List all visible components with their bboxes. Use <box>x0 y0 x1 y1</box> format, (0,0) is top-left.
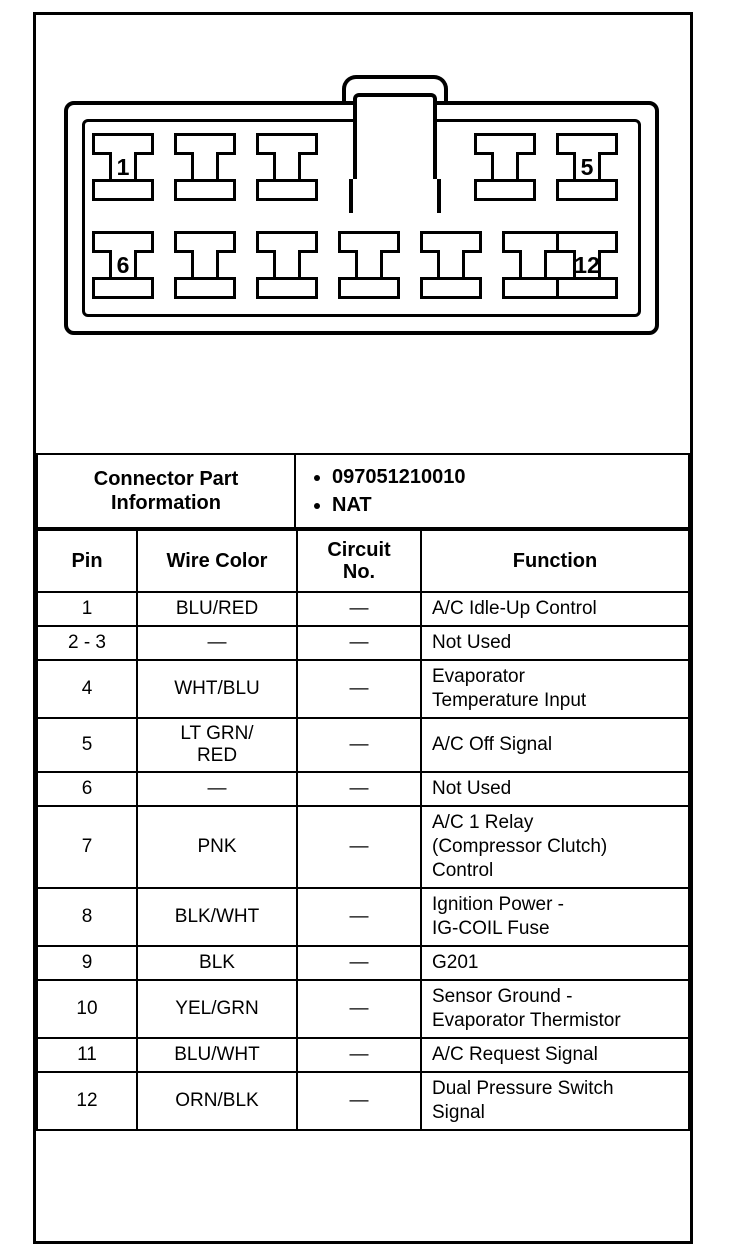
cell-circuit-no: — <box>297 718 421 772</box>
cavity-bottom-bar <box>420 277 482 299</box>
pin-number-5: 5 <box>580 154 594 180</box>
cell-circuit-no: — <box>297 980 421 1038</box>
cell-wire-color: BLK <box>137 946 297 980</box>
column-header-function: Function <box>421 530 689 592</box>
cell-circuit-no: — <box>297 1072 421 1130</box>
cell-pin: 5 <box>37 718 137 772</box>
cell-wire-color: BLU/RED <box>137 592 297 626</box>
cell-pin: 2 - 3 <box>37 626 137 660</box>
cell-pin: 8 <box>37 888 137 946</box>
cell-function: Not Used <box>421 772 689 806</box>
cell-circuit-no: — <box>297 660 421 718</box>
cell-function: Not Used <box>421 626 689 660</box>
cell-circuit-no: — <box>297 626 421 660</box>
cell-pin: 12 <box>37 1072 137 1130</box>
column-header-circuit-no-line1: Circuit <box>327 539 391 561</box>
connector-part-number: • 097051210010 <box>332 463 670 491</box>
cavity-stem <box>273 250 301 280</box>
cell-circuit-no: — <box>297 946 421 980</box>
cell-wire-color: — <box>137 772 297 806</box>
pinout-table <box>36 529 690 1131</box>
table-row <box>37 888 689 946</box>
cell-circuit-no: — <box>297 1038 421 1072</box>
connector-part-information-line2: Information <box>111 492 221 514</box>
connector-part-information-line1: Connector Part <box>93 468 239 490</box>
cavity-stem <box>519 250 547 280</box>
cavity-stem <box>355 250 383 280</box>
pin-number-6: 6 <box>116 252 130 278</box>
cell-wire-color: YEL/GRN <box>137 980 297 1038</box>
cavity-bottom-bar <box>256 179 318 201</box>
cell-circuit-no: — <box>297 592 421 626</box>
cell-function: Ignition Power - IG-COIL Fuse <box>421 888 689 946</box>
cell-pin: 7 <box>37 806 137 888</box>
cavity-pin-10 <box>420 231 482 299</box>
cavity-bottom-bar <box>174 277 236 299</box>
cell-function: A/C Idle-Up Control <box>421 592 689 626</box>
pinout-table-header-row <box>37 530 689 592</box>
cavity-bottom-bar <box>174 179 236 201</box>
cavity-bottom-bar <box>502 277 564 299</box>
table-row <box>37 718 689 772</box>
table-row <box>37 980 689 1038</box>
cavity-bottom-bar <box>92 277 154 299</box>
cell-wire-color: BLU/WHT <box>137 1038 297 1072</box>
cavity-bottom-bar <box>256 277 318 299</box>
connector-diagram <box>36 15 690 453</box>
table-row <box>37 1038 689 1072</box>
cavity-pin-6 <box>92 231 154 299</box>
cell-function: G201 <box>421 946 689 980</box>
cavity-stem <box>437 250 465 280</box>
cavity-pin-11 <box>502 231 564 299</box>
connector-body <box>64 75 659 335</box>
cell-circuit-no: — <box>297 806 421 888</box>
cavity-pin-5 <box>556 133 618 201</box>
pinout-table-body <box>37 592 689 1130</box>
table-row <box>37 1072 689 1130</box>
cell-wire-color: PNK <box>137 806 297 888</box>
connector-latch-opening <box>349 179 441 213</box>
cavity-pin-2 <box>174 133 236 201</box>
cell-wire-color: — <box>137 626 297 660</box>
cavity-pin-4 <box>474 133 536 201</box>
cell-pin: 1 <box>37 592 137 626</box>
column-header-pin: Pin <box>37 530 137 592</box>
cell-pin: 9 <box>37 946 137 980</box>
cavity-pin-7 <box>174 231 236 299</box>
cell-circuit-no: — <box>297 772 421 806</box>
cell-function: A/C Off Signal <box>421 718 689 772</box>
column-header-wire-color: Wire Color <box>137 530 297 592</box>
cell-pin: 6 <box>37 772 137 806</box>
cavity-bottom-bar <box>556 179 618 201</box>
cavity-stem <box>491 152 519 182</box>
cavity-bottom-bar <box>556 277 618 299</box>
cavity-pin-12 <box>556 231 618 299</box>
cell-wire-color: WHT/BLU <box>137 660 297 718</box>
table-row <box>37 806 689 888</box>
cell-wire-color: ORN/BLK <box>137 1072 297 1130</box>
connector-pinout-page <box>33 12 693 1244</box>
connector-part-code: • NAT <box>332 491 670 519</box>
cell-wire-color: BLK/WHT <box>137 888 297 946</box>
cavity-bottom-bar <box>338 277 400 299</box>
cell-function: Evaporator Temperature Input <box>421 660 689 718</box>
cavity-pin-3 <box>256 133 318 201</box>
connector-info-table <box>36 453 690 529</box>
pin-number-12: 12 <box>574 252 600 278</box>
cell-pin: 10 <box>37 980 137 1038</box>
cavity-pin-9 <box>338 231 400 299</box>
connector-part-information-values <box>295 454 689 528</box>
cavity-stem <box>191 250 219 280</box>
table-row <box>37 772 689 806</box>
table-row <box>37 592 689 626</box>
table-row <box>37 626 689 660</box>
cell-pin: 11 <box>37 1038 137 1072</box>
cell-function: Sensor Ground - Evaporator Thermistor <box>421 980 689 1038</box>
table-row <box>37 660 689 718</box>
connector-info-row <box>37 454 689 528</box>
cell-function: A/C Request Signal <box>421 1038 689 1072</box>
cavity-stem <box>191 152 219 182</box>
cell-function: Dual Pressure Switch Signal <box>421 1072 689 1130</box>
cavity-pin-1 <box>92 133 154 201</box>
cavity-stem <box>273 152 301 182</box>
column-header-circuit-no-line2: No. <box>342 561 376 583</box>
cell-circuit-no: — <box>297 888 421 946</box>
connector-part-information-label <box>37 454 295 528</box>
cavity-bottom-bar <box>92 179 154 201</box>
cell-pin: 4 <box>37 660 137 718</box>
cavity-pin-8 <box>256 231 318 299</box>
cell-function: A/C 1 Relay (Compressor Clutch) Control <box>421 806 689 888</box>
cell-wire-color: LT GRN/ RED <box>137 718 297 772</box>
pin-number-1: 1 <box>116 154 130 180</box>
table-row <box>37 946 689 980</box>
cavity-bottom-bar <box>474 179 536 201</box>
column-header-circuit-no <box>297 530 421 592</box>
